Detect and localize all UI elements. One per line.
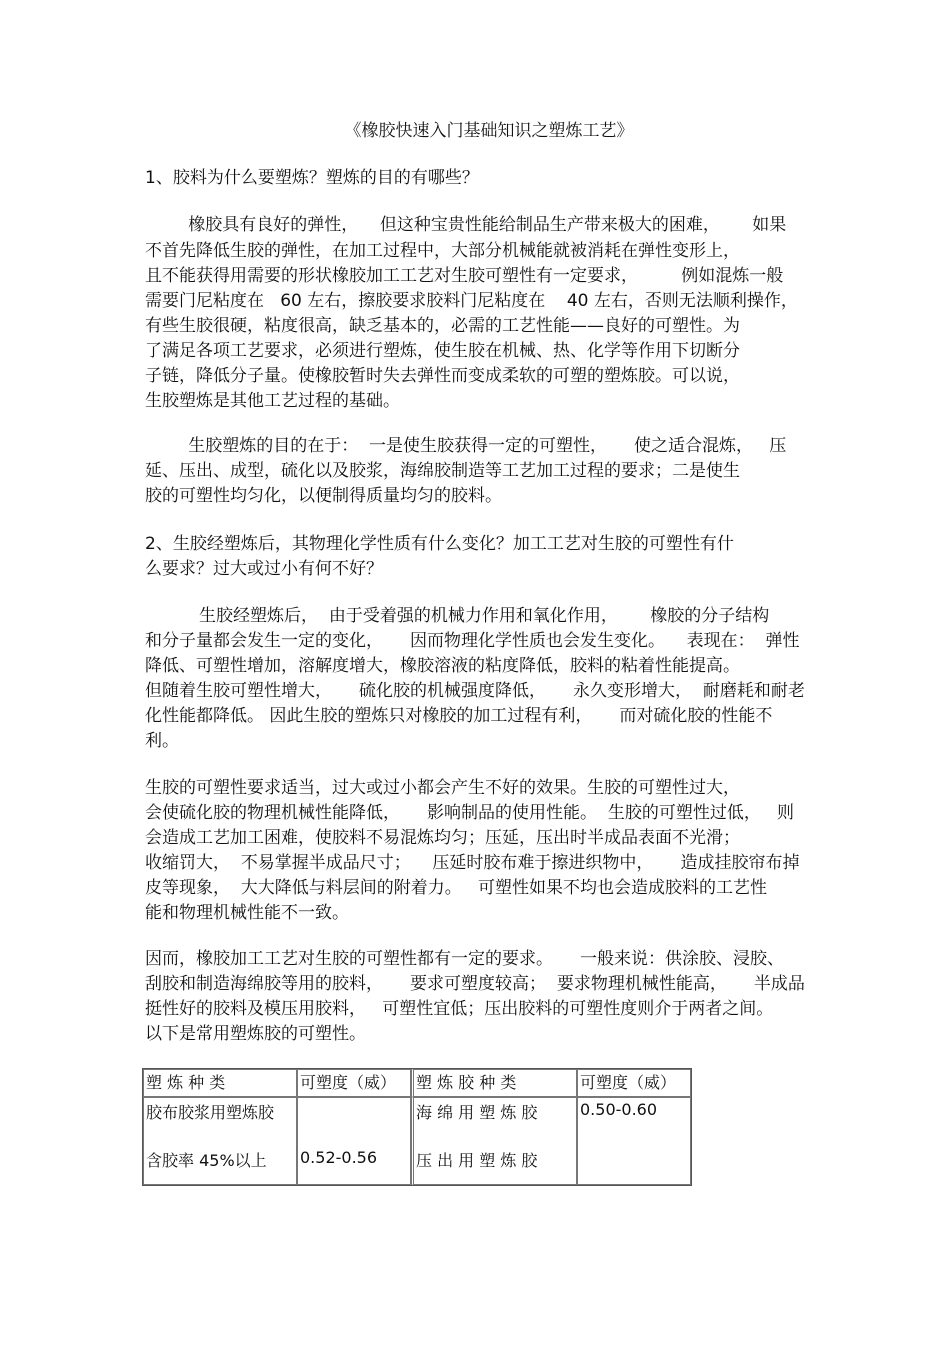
- question-2-heading: 2、生胶经塑炼后，其物理化学性质有什么变化？加工工艺对生胶的可塑性有什: [145, 534, 734, 554]
- document-title: 《橡胶快速入门基础知识之塑炼工艺》: [344, 121, 634, 141]
- plasticity-table: [142, 1068, 692, 1186]
- paragraph-line: 但随着生胶可塑性增大， 硫化胶的机械强度降低， 永久变形增大， 耐磨耗和耐老: [145, 681, 805, 701]
- paragraph-line: 会造成工艺加工困难，使胶料不易混炼均匀；压延，压出时半成品表面不光滑；: [145, 828, 740, 848]
- paragraph-line: 会使硫化胶的物理机械性能降低， 影响制品的使用性能。 生胶的可塑性过低， 则: [145, 803, 795, 823]
- cell-text: 0.50-0.60: [580, 1100, 658, 1119]
- paragraph-line: 不首先降低生胶的弹性，在加工过程中，大部分机械能就被消耗在弹性变形上，: [145, 241, 740, 261]
- header-cell: 塑 炼 胶 种 类: [411, 1069, 577, 1097]
- paragraph-line: 能和物理机械性能不一致。: [145, 903, 349, 923]
- paragraph-line: 生胶经塑炼后， 由于受着强的机械力作用和氧化作用， 橡胶的分子结构: [145, 606, 770, 626]
- table-cell: [297, 1097, 411, 1185]
- paragraph-line: 利。: [145, 731, 179, 751]
- question-2-heading: 么要求？过大或过小有何不好？: [145, 559, 383, 579]
- paragraph-line: 降低、可塑性增加，溶解度增大，橡胶溶液的粘度降低，胶料的粘着性能提高。: [145, 656, 740, 676]
- paragraph-line: 有些生胶很硬，粘度很高，缺乏基本的，必需的工艺性能——良好的可塑性。为: [145, 316, 740, 336]
- paragraph-line: 刮胶和制造海绵胶等用的胶料， 要求可塑度较高； 要求物理机械性能高， 半成品: [145, 974, 805, 994]
- paragraph-line: 以下是常用塑炼胶的可塑性。: [145, 1024, 366, 1044]
- paragraph-line: 延、压出、成型，硫化以及胶浆，海绵胶制造等工艺加工过程的要求；二是使生: [145, 461, 740, 481]
- table-cell: [577, 1097, 691, 1185]
- paragraph-line: 橡胶具有良好的弹性， 但这种宝贵性能给制品生产带来极大的困难， 如果: [145, 215, 787, 235]
- paragraph-line: 和分子量都会发生一定的变化， 因而物理化学性质也会发生变化。 表现在： 弹性: [145, 631, 800, 651]
- cell-text: 含胶率 45%以上: [146, 1151, 267, 1170]
- cell-text: 海 绵 用 塑 炼 胶: [416, 1103, 538, 1122]
- cell-text: 胶布胶浆用塑炼胶: [146, 1103, 275, 1122]
- question-1-heading: 1、胶料为什么要塑炼？塑炼的目的有哪些？: [145, 168, 479, 188]
- table-row: [143, 1097, 691, 1185]
- cell-text: 压 出 用 塑 炼 胶: [416, 1151, 538, 1170]
- header-cell: 塑 炼 种 类: [143, 1069, 297, 1097]
- header-cell: 可塑度（威）: [297, 1069, 411, 1097]
- paragraph-line: 了满足各项工艺要求，必须进行塑炼，使生胶在机械、热、化学等作用下切断分: [145, 341, 740, 361]
- paragraph-line: 因而，橡胶加工工艺对生胶的可塑性都有一定的要求。 一般来说：供涂胶、浸胶、: [145, 949, 785, 969]
- table-cell: [411, 1097, 577, 1185]
- paragraph-line: 需要门尼粘度在 60 左右，擦胶要求胶料门尼粘度在 40 左右，否则无法顺利操作，: [145, 291, 798, 311]
- paragraph-line: 胶的可塑性均匀化，以便制得质量均匀的胶料。: [145, 486, 502, 506]
- paragraph-line: 挺性好的胶料及模压用胶料， 可塑性宜低；压出胶料的可塑性度则介于两者之间。: [145, 999, 774, 1019]
- cell-text: 0.52-0.56: [300, 1148, 378, 1167]
- paragraph-line: 子链，降低分子量。使橡胶暂时失去弹性而变成柔软的可塑的塑炼胶。可以说，: [145, 366, 740, 386]
- table-cell: [143, 1097, 297, 1185]
- paragraph-line: 皮等现象， 大大降低与料层间的附着力。 可塑性如果不均也会造成胶料的工艺性: [145, 878, 768, 898]
- paragraph-line: 且不能获得用需要的形状橡胶加工工艺对生胶可塑性有一定要求， 例如混炼一般: [145, 266, 784, 286]
- paragraph-line: 生胶塑炼的目的在于： 一是使生胶获得一定的可塑性， 使之适合混炼， 压: [145, 436, 787, 456]
- paragraph-line: 化性能都降低。 因此生胶的塑炼只对橡胶的加工过程有利， 而对硫化胶的性能不: [145, 706, 773, 726]
- paragraph-line: 收缩罚大， 不易掌握半成品尺寸； 压延时胶布难于擦进织物中， 造成挂胶帘布掉: [145, 853, 800, 873]
- header-cell: 可塑度（威）: [577, 1069, 691, 1097]
- paragraph-line: 生胶塑炼是其他工艺过程的基础。: [145, 391, 400, 411]
- table-header-row: [143, 1069, 691, 1097]
- paragraph-line: 生胶的可塑性要求适当，过大或过小都会产生不好的效果。生胶的可塑性过大，: [145, 778, 740, 798]
